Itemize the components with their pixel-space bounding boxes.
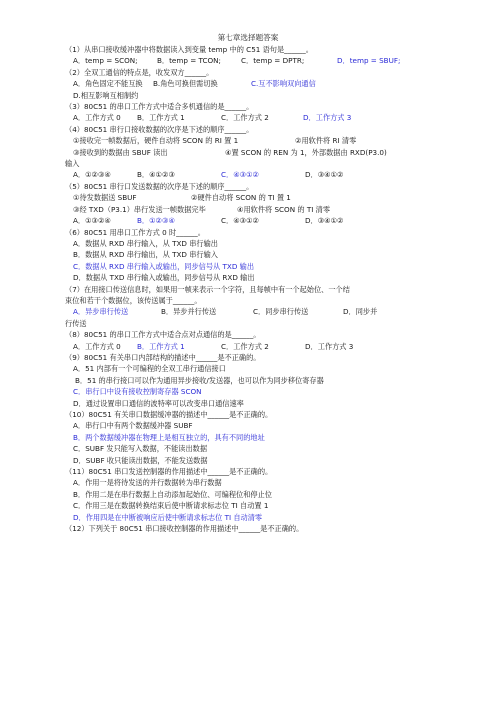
question-8-options (65, 341, 454, 352)
option-d: D．③④①② (305, 170, 344, 180)
option-c: C．SUBF 发只能写入数据，不能读出数据 (73, 444, 208, 454)
option-b: B．51 的串行接口可以作为通用异步接收/发送器，也可以作为同步移位寄存器 (75, 375, 324, 385)
option-d: D．SUBF 收只能读出数据，不能发送数据 (73, 455, 208, 465)
question-4-stem: （4）80C51 串行口接收数据的次序是下述的顺序______。 (65, 124, 254, 134)
option-b: B．temp = TCON; (157, 56, 221, 66)
step-3: ③经 TXD（P3.1）串行发送一帧数据完毕 (73, 204, 206, 214)
question-2-options (65, 78, 454, 89)
option-b: B．数据从 RXD 串行输出，从 TXD 串行输入 (73, 250, 218, 260)
option-a: A．数据从 RXD 串行输入，从 TXD 串行输出 (73, 238, 218, 248)
option-d-answer: D．temp = SBUF; (337, 56, 401, 66)
option-c-answer: C．串行口中设有接收控制寄存器 SCON (73, 387, 202, 397)
question-4-options (65, 169, 454, 180)
question-5-options (65, 215, 454, 226)
option-d-answer: D．作用四是在中断被响应后使中断请求标志位 TI 自动清零 (73, 512, 263, 522)
option-a: A．51 内部有一个可编程的全双工串行通信接口 (73, 364, 226, 374)
option-c: C．工作方式 2 (221, 341, 269, 351)
option-a: A．作用一是将待发送的并行数据转为串行数据 (73, 478, 222, 488)
question-11-stem: （11）80C51 串口发送控制器的作用描述中______是不正确的。 (65, 467, 273, 477)
option-a: A．①③②④ (73, 216, 111, 226)
option-d-answer: D．工作方式 3 (303, 113, 352, 123)
option-d: D．数据从 TXD 串行输入或输出，同步信号从 RXD 输出 (73, 273, 255, 283)
option-b: B．工作方式 1 (137, 113, 185, 123)
question-list (65, 44, 454, 534)
question-6-stem: （6）80C51 用串口工作方式 0 时______。 (65, 227, 205, 237)
question-10-stem: （10）80C51 有关串口数据缓冲器的描述中______是不正确的。 (65, 410, 273, 419)
question-5-steps-row-1 (65, 192, 454, 203)
step-4: ④用软件将 SCON 的 TI 清零 (237, 204, 331, 214)
question-7-stem-line-2: 束位和若干个数据位，该传送属于______。 (65, 295, 202, 305)
option-a: A．temp = SCON; (73, 56, 138, 66)
option-b: B．作用二是在串行数据上自动添加起始位、可编程位和停止位 (73, 489, 272, 499)
option-a: A．工作方式 0 (73, 341, 121, 351)
step-2: ②硬件自动将 SCON 的 TI 置 1 (191, 193, 291, 203)
option-b: B.角色可换但需切换 (153, 79, 218, 89)
option-a-answer: A．异步串行传送 (73, 307, 129, 317)
question-12-stem: （12）下列关于 80C51 串口接收控制器的作用描述中______是不正确的。 (65, 524, 304, 534)
option-a: A．①②③④ (73, 170, 111, 180)
option-c: C．工作方式 2 (221, 113, 269, 123)
question-9-stem: （9）80C51 有关串口内部结构的描述中______是不正确的。 (65, 352, 261, 362)
option-d: D.相互影响互相制约 (73, 90, 139, 100)
option-b-answer: B．两个数据缓冲器在物理上是相互独立的，具有不同的地址 (73, 432, 265, 442)
question-4-steps-row-1 (65, 135, 454, 146)
question-1-options (65, 55, 454, 66)
option-d-continued: 行传送 (65, 318, 87, 328)
question-7-stem-line-1: （7）在用接口传送信息时，如果用一帧来表示一个字符，且每帧中有一个起始位、一个结 (65, 284, 350, 294)
document-title: 第七章选择题答案 (217, 33, 279, 42)
option-a: A．角色固定不能互换 (73, 79, 143, 89)
step-4-continued: 输入 (65, 159, 80, 169)
question-3-stem: （3）80C51 的串口工作方式中适合多机通信的是______。 (65, 102, 254, 112)
option-c: C．temp = DPTR; (241, 56, 305, 66)
option-c-answer: C．数据从 RXD 串行输入或输出，同步信号从 TXD 输出 (73, 261, 255, 271)
question-1-stem: （1）从串口接收缓冲器中将数据读入到变量 temp 中的 C51 语句是______。 (65, 45, 313, 54)
question-4-steps-row-2 (65, 147, 454, 158)
step-4: ④置 SCON 的 REN 为 1，外部数据由 RXD(P3.0) (225, 147, 387, 157)
option-c: C．作用三是在数据转换结束后使中断请求标志位 TI 自动置 1 (73, 501, 269, 511)
question-5-steps-row-2 (65, 204, 454, 215)
option-b-answer: B．①②③④ (137, 216, 175, 226)
question-3-options (65, 112, 454, 123)
option-d: D．通过设置串口通信的波特率可以改变串口通信速率 (73, 398, 244, 408)
option-c: C．同步串行传送 (253, 307, 309, 317)
option-a: A．工作方式 0 (73, 113, 121, 123)
option-c: C．④③①② (221, 216, 259, 226)
option-d: D．同步并 (343, 307, 378, 317)
question-5-stem: （5）80C51 串行口发送数据的次序是下述的顺序______。 (65, 181, 254, 191)
question-8-stem: （8）80C51 的串口工作方式中适合点对点通信的是______。 (65, 330, 261, 340)
option-b: B．④①②③ (137, 170, 175, 180)
step-1: ①待发数据送 SBUF (73, 193, 137, 203)
option-a: A．串行口中有两个数据缓冲器 SUBF (73, 421, 193, 431)
option-b-answer: B．工作方式 1 (137, 341, 185, 351)
option-d: D．工作方式 3 (305, 341, 354, 351)
step-3: ③接收到的数据由 SBUF 读出 (73, 147, 168, 157)
option-c-answer: C.互不影响双向通信 (251, 79, 316, 89)
step-2: ②用软件将 RI 清零 (295, 136, 357, 146)
step-1: ①接收完一帧数据后，硬件自动将 SCON 的 RI 置 1 (73, 136, 239, 146)
option-c-answer: C．④③①② (221, 170, 259, 180)
question-7-options (65, 306, 454, 317)
question-2-stem: （2）全双工通信的特点是，收发双方______。 (65, 67, 214, 77)
option-b: B．异步并行传送 (161, 307, 217, 317)
option-d: D．③④①② (305, 216, 344, 226)
